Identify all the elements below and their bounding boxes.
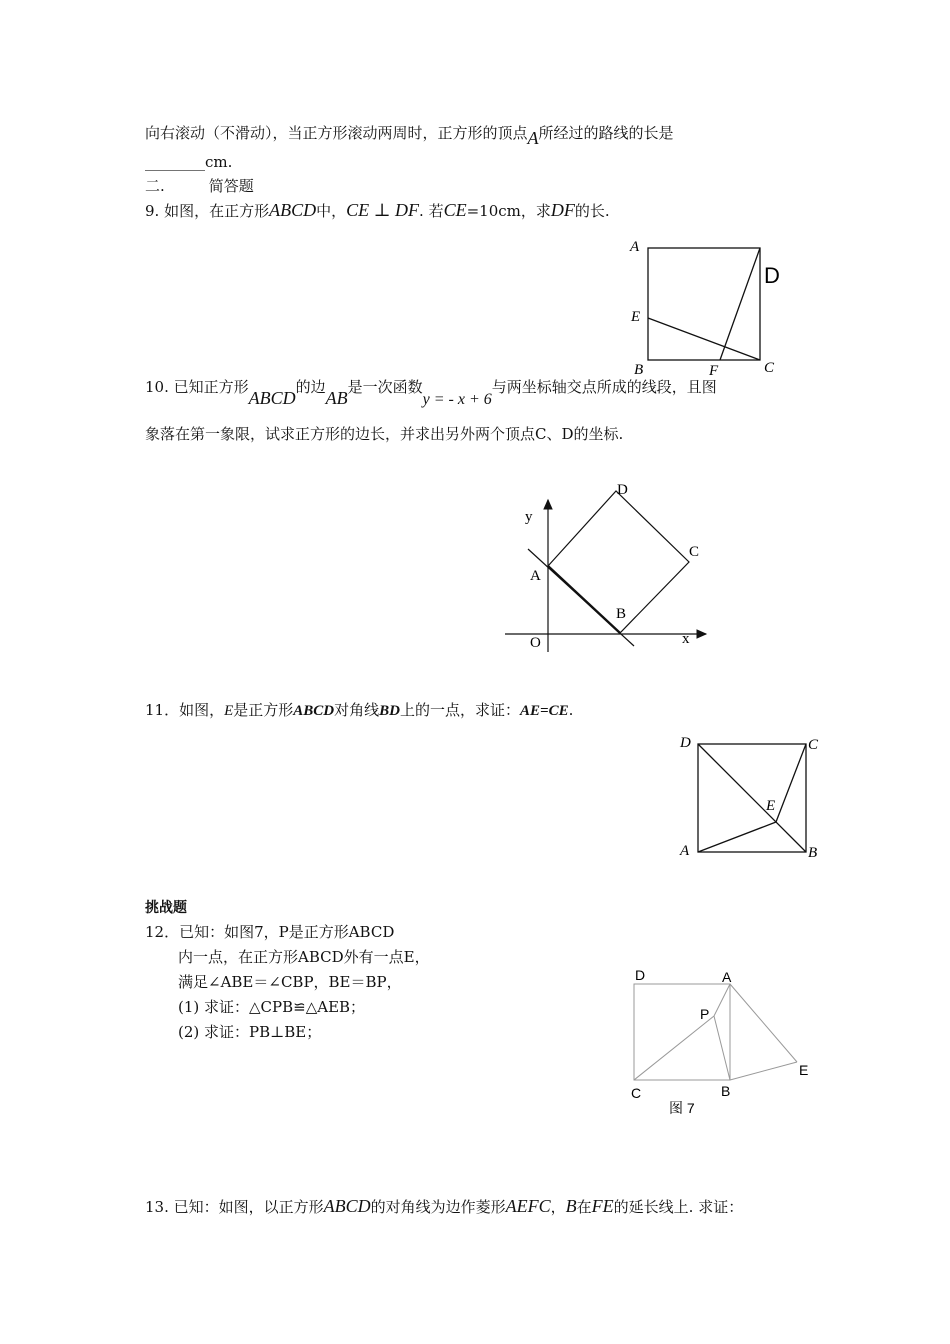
q12-label-c: C bbox=[631, 1085, 642, 1101]
q8-line1: 向右滚动（不滑动），当正方形滚动两周时，正方形的顶点A所经过的路线的长是 bbox=[145, 124, 674, 148]
challenge-heading: 挑战题 bbox=[145, 900, 187, 916]
q9-text: 9. 如图，在正方形ABCD中，CE ⊥ DF. 若CE=10cm，求DF的长. bbox=[145, 200, 610, 220]
q12-figure-caption: 图 7 bbox=[669, 1100, 695, 1116]
q12-line5: (2) 求证：PB⊥BE； bbox=[178, 1023, 322, 1041]
q11-label-d: D bbox=[680, 735, 691, 751]
q12-line-ae bbox=[730, 984, 797, 1062]
q12-line4: (1) 求证：△CPB≌△AEB； bbox=[178, 998, 366, 1016]
q12-line2: 内一点，在正方形ABCD外有一点E， bbox=[178, 948, 430, 966]
q11-label-c: C bbox=[808, 737, 819, 753]
q12-line-pb bbox=[714, 1016, 730, 1080]
q10-label-o: O bbox=[530, 635, 541, 651]
q12-label-e: E bbox=[799, 1062, 809, 1078]
q8-line2: ________cm. bbox=[145, 153, 233, 171]
q12-line1: 12．已知：如图7，P是正方形ABCD bbox=[145, 923, 395, 941]
q10-label-a: A bbox=[530, 568, 541, 584]
q11-text: 11．如图，E是正方形ABCD对角线BD上的一点，求证：AE=CE. bbox=[145, 701, 574, 719]
q9-label-e: E bbox=[631, 309, 641, 325]
q12-label-a: A bbox=[722, 969, 732, 985]
q12-square bbox=[634, 984, 730, 1080]
q11-label-a: A bbox=[680, 843, 690, 859]
var-a: A bbox=[527, 128, 539, 148]
q9-label-f: F bbox=[709, 363, 719, 379]
q10-label-c: C bbox=[689, 544, 700, 560]
q12-line-pa bbox=[714, 984, 730, 1016]
answer-blank: ________ bbox=[145, 153, 205, 171]
q9-label-a: A bbox=[630, 239, 640, 255]
q10-label-d: D bbox=[617, 482, 628, 498]
q10-label-y: y bbox=[525, 509, 533, 525]
q12-line-be bbox=[730, 1062, 797, 1080]
q13-text: 13. 已知：如图，以正方形ABCD的对角线为边作菱形AEFC，B在FE的延长线上. 求证： bbox=[145, 1196, 744, 1216]
q12-label-d: D bbox=[635, 967, 646, 983]
q12-line-cp bbox=[634, 1016, 714, 1080]
q10-text-line2: 象落在第一象限，试求正方形的边长，并求出另外两个顶点C、D的坐标. bbox=[145, 425, 624, 443]
q11-label-e: E bbox=[766, 798, 776, 814]
q12-label-p: P bbox=[700, 1006, 710, 1022]
q9-label-c: C bbox=[764, 360, 775, 376]
q12-label-b: B bbox=[721, 1083, 731, 1099]
q10-label-b: B bbox=[616, 606, 627, 622]
q9-label-b: B bbox=[634, 362, 644, 378]
q10-label-x: x bbox=[682, 631, 690, 647]
section-heading: 二. 简答题 bbox=[145, 177, 254, 195]
q9-label-d: D bbox=[764, 263, 780, 288]
q12-line3: 满足∠ABE＝∠CBP，BE＝BP， bbox=[178, 973, 402, 991]
q11-label-b: B bbox=[808, 845, 818, 861]
q10-text: 10. 已知正方形ABCD的边AB是一次函数y = - x + 6与两坐标轴交点所成的线段，且图 bbox=[145, 378, 717, 408]
